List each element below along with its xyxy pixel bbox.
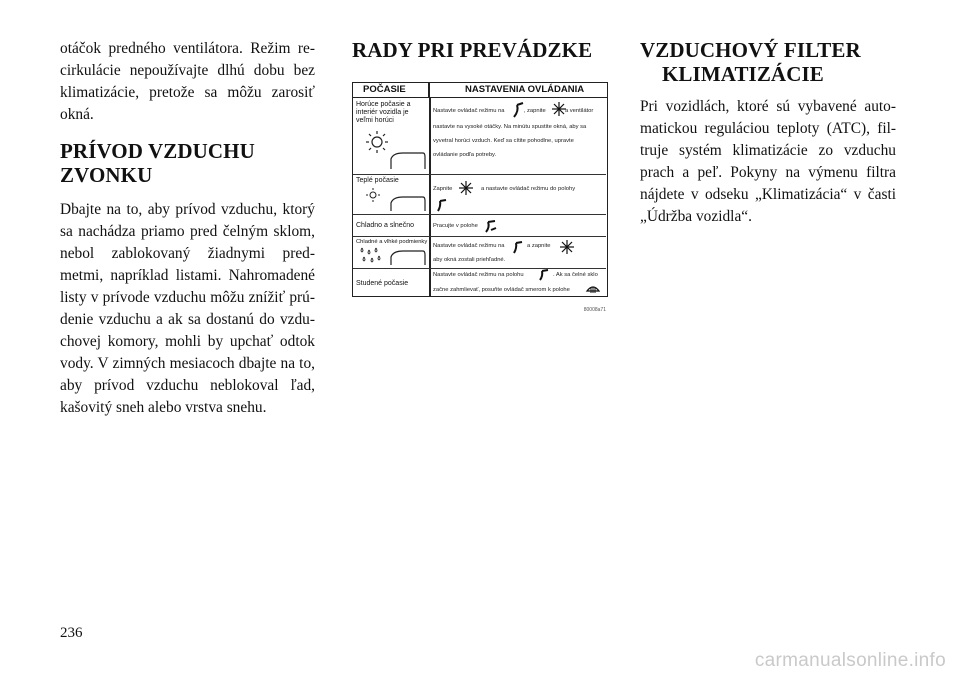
table-row	[353, 174, 606, 215]
table-row	[353, 236, 606, 269]
setting-line: a ventilátor	[564, 108, 594, 114]
setting-line: začne zahmlievať, posuňte ovládač smerom k polohe	[433, 287, 570, 293]
table-body	[352, 98, 608, 297]
header-weather: POČASIE	[363, 84, 406, 95]
car-window-icon	[389, 151, 427, 171]
setting-line: Nastavte ovládač režimu na polohu	[433, 272, 524, 278]
header-divider	[428, 82, 430, 98]
setting-line: Nastavte ovládač režimu na	[433, 243, 505, 249]
condition-label: Chladné a vlhké podmienky	[356, 239, 428, 245]
setting-line: Zapnite	[433, 186, 453, 192]
cabin-air-filter-paragraph: Pri vozidlách, ktoré sú vybavené auto-matickou reguláciou teploty (ATC), fil-truje systém klimatizácie zo vzduchu prach a peľ. Pokyny na výmenu filtra nájdete v odseku „Klimatizácia“ v časti „Údržba vozidla“.	[640, 98, 896, 225]
floor-mode-icon	[537, 268, 551, 282]
heading-line-2: ZVONKU	[60, 163, 153, 187]
setting-line: a nastavte ovládač režimu do polohy	[481, 186, 576, 192]
right-column	[640, 38, 896, 228]
condition-label: Chladno a slnečno	[356, 222, 414, 229]
setting-line: aby okná zostali priehľadné.	[433, 257, 506, 263]
heading-line-2: KLIMATIZÁCIE	[662, 62, 824, 86]
table-row	[353, 98, 606, 174]
figure-code: 80008a71	[583, 307, 606, 313]
heading-line-1: VZDUCHOVÝ FILTER	[640, 38, 861, 62]
middle-column	[352, 38, 608, 62]
cabin-air-filter-heading	[640, 38, 896, 86]
ac-snowflake-icon	[559, 239, 575, 255]
table-row	[353, 214, 606, 237]
weather-settings-table	[352, 82, 608, 313]
setting-line: , zapnite	[523, 108, 546, 114]
bi-level-mode-icon	[483, 218, 499, 234]
table-header	[352, 82, 608, 98]
setting-line: Nastavte ovládač režimu na	[433, 108, 505, 114]
ac-snowflake-icon	[551, 101, 567, 117]
heading-line-1: PRÍVOD VZDUCHU	[60, 139, 255, 163]
setting-line: vyvetral horúci vzduch. Keď sa cítite pohodlne, upravte	[433, 138, 574, 144]
sun-icon	[365, 130, 389, 154]
outside-air-intake-heading	[60, 139, 315, 187]
setting-line: . Ak sa čelné sklo	[553, 272, 598, 278]
rain-drops-icon	[359, 246, 383, 266]
condition-label: Horúce počasie a interiér vozidla je veľmi horúci	[356, 101, 411, 124]
watermark: carmanualsonline.info	[754, 650, 946, 671]
recirculation-mode-icon	[511, 101, 527, 119]
setting-line: a zapnite	[527, 243, 551, 249]
setting-line: ovládanie podľa potreby.	[433, 152, 497, 158]
setting-line: nastavte na vysoké otáčky. Na minútu spustite okná, aby sa	[433, 124, 587, 130]
operating-tips-heading: RADY PRI PREVÁDZKE	[352, 38, 593, 62]
car-window-icon	[389, 195, 427, 213]
setting-line: Pracujte v polohe	[433, 223, 478, 229]
floor-mode-icon	[511, 239, 525, 255]
defrost-mode-icon	[585, 281, 601, 295]
panel-mode-icon	[435, 197, 449, 213]
outside-air-intake-paragraph: Dbajte na to, aby prívod vzduchu, ktorý sa nachádza priamo pred čelným sklom, nebol zablokovaný žiadnymi pred-metmi, napríklad listami. Nahromadené listy v prívode vzduchu môžu znížiť prú-denie vzduchu a ak sa dostanú do vzdu-chovej komory, mohli by upchať odtok vody. V zimných mesiacoch dbajte na to, aby prívod vzduchu neblokoval ľad, kašovitý sneh alebo vrstva snehu.	[60, 201, 315, 416]
condition-label: Teplé počasie	[356, 177, 399, 184]
page-number: 236	[60, 625, 83, 641]
intro-paragraph: otáčok predného ventilátora. Režim re-cirkulácie nepoužívajte dlhú dobu bez klimatizácie, pretože sa môžu zarosiť okná.	[60, 40, 315, 123]
sun-icon	[365, 187, 381, 203]
car-window-icon	[389, 249, 427, 267]
condition-label: Studené počasie	[356, 280, 409, 287]
ac-snowflake-icon	[458, 180, 474, 196]
table-row	[353, 268, 606, 297]
header-settings: NASTAVENIA OVLÁDANIA	[465, 84, 585, 95]
left-column	[60, 38, 315, 419]
